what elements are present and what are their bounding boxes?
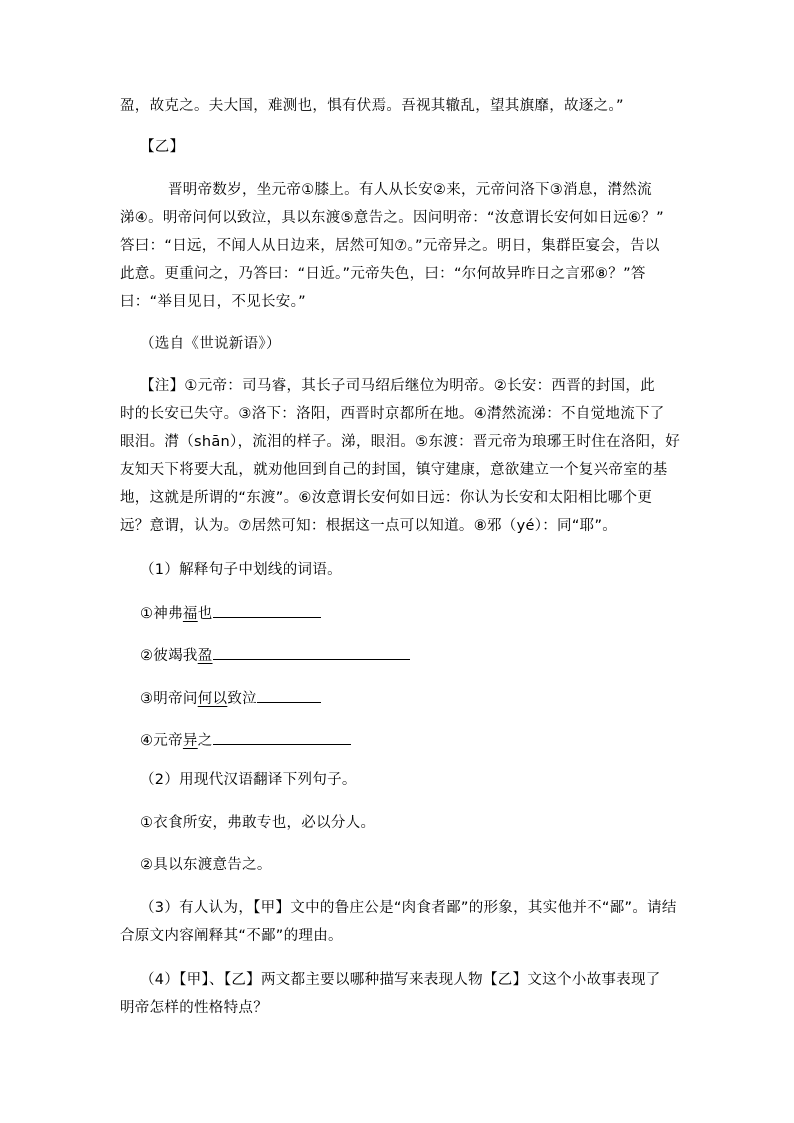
text-line: 此意。更重问之，乃答曰：“日近。”元帝失色，曰：“尔何故异昨日之言邪⑧？”答 bbox=[120, 266, 646, 282]
question-1b: ②彼竭我盈 bbox=[140, 645, 410, 666]
question-3-cont: 合原文内容阐释其“不鄙”的理由。 bbox=[120, 928, 343, 944]
question-1c: ③明帝问何以致泣 bbox=[140, 688, 321, 709]
question-4-cont: 明帝怎样的性格特点？ bbox=[120, 1000, 268, 1016]
text-line: 晋明帝数岁，坐元帝①膝上。有人从长安②来，元帝问洛下③消息，潸然流 bbox=[168, 182, 652, 198]
annotation-line: 眼泪。潸（shān），流泪的样子。涕，眼泪。⑤东渡：晋元帝为琅琊王时住在洛阳，好 bbox=[120, 434, 681, 450]
text-line: 涕④。明帝问何以致泣，具以东渡⑤意告之。因问明帝：“汝意谓长安何如日远⑥？” bbox=[120, 210, 664, 226]
question-1a: ①神弗福也 bbox=[140, 603, 321, 624]
text-line: 曰：“举目见日，不见长安。” bbox=[120, 294, 306, 310]
source-note: （选自《世说新语》） bbox=[140, 336, 281, 352]
answer-blank[interactable] bbox=[213, 603, 321, 618]
answer-blank[interactable] bbox=[213, 645, 410, 660]
annotation-line: 时的长安已失守。③洛下：洛阳，西晋时京都所在地。④潸然流涕：不自觉地流下了 bbox=[120, 406, 665, 422]
text-line: 盈，故克之。夫大国，难测也，惧有伏焉。吾视其辙乱，望其旗靡，故逐之。” bbox=[120, 98, 624, 114]
question-1d: ④元帝异之 bbox=[140, 730, 351, 751]
text-line: 答曰：“日远，不闻人从日边来，居然可知⑦。”元帝异之。明日，集群臣宴会，告以 bbox=[120, 238, 660, 254]
annotation-line: 远？意谓，认为。⑦居然可知：根据这一点可以知道。⑧邪（yé）：同“耶”。 bbox=[120, 518, 618, 534]
question-2b: ②具以东渡意告之。 bbox=[140, 857, 272, 873]
question-3: （3）有人认为，【甲】文中的鲁庄公是“肉食者鄙”的形象，其实他并不“鄙”。请结 bbox=[140, 900, 677, 916]
question-4: （4）【甲】、【乙】两文都主要以哪种描写来表现人物【乙】文这个小故事表现了 bbox=[140, 972, 661, 988]
section-heading-yi: 【乙】 bbox=[140, 139, 185, 155]
annotation-line: 友知天下将要大乱，就劝他回到自己的封国，镇守建康，意欲建立一个复兴帝室的基 bbox=[120, 462, 668, 478]
question-2-heading: （2）用现代汉语翻译下列句子。 bbox=[140, 772, 357, 788]
answer-blank[interactable] bbox=[257, 688, 321, 703]
annotation-line: 地，这就是所谓的“东渡”。⑥汝意谓长安何如日远：你认为长安和太阳相比哪个更 bbox=[120, 490, 653, 506]
question-2a: ①衣食所安，弗敢专也，必以分人。 bbox=[140, 815, 376, 831]
answer-blank[interactable] bbox=[213, 730, 351, 745]
question-1-heading: （1）解释句子中划线的词语。 bbox=[140, 562, 342, 578]
annotation-line: 【注】①元帝：司马睿，其长子司马绍后继位为明帝。②长安：西晋的封国，此 bbox=[140, 378, 655, 394]
